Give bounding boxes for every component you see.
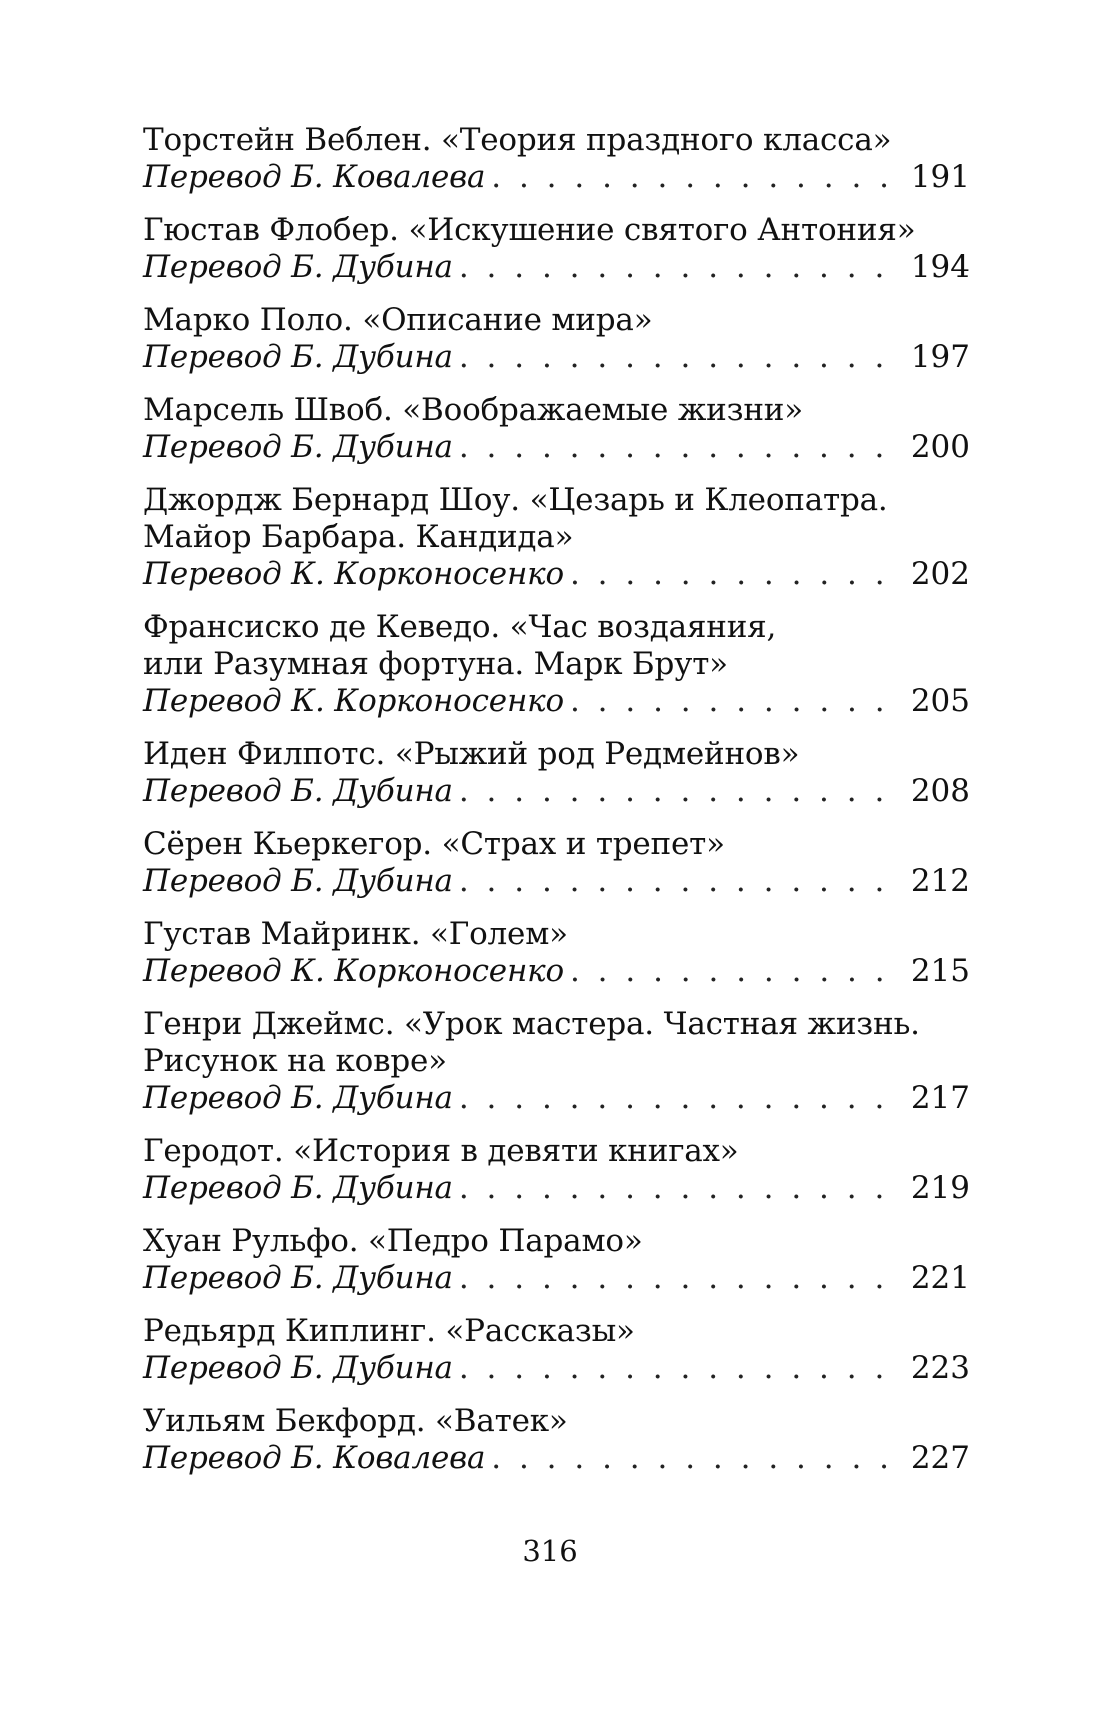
entry-title-continuation: или Разумная фортуна. Марк Брут» xyxy=(143,646,728,682)
toc-entry xyxy=(143,916,970,990)
dot-leader xyxy=(459,1260,905,1297)
dot-leader xyxy=(459,773,905,810)
entry-page-number: 194 xyxy=(910,249,970,285)
entry-page-number: 197 xyxy=(910,339,970,375)
entry-title: Джордж Бернард Шоу. «Цезарь и Клеопатра. xyxy=(143,482,888,518)
entry-title: Марсель Швоб. «Воображаемые жизни» xyxy=(143,392,804,428)
entry-title: Уильям Бекфорд. «Ватек» xyxy=(143,1403,568,1439)
entry-page-number: 191 xyxy=(910,159,970,195)
entry-leader-line xyxy=(143,1440,970,1477)
entry-leader-line xyxy=(143,339,970,376)
entry-page-number: 208 xyxy=(910,773,970,809)
toc-entry xyxy=(143,826,970,900)
toc-entry xyxy=(143,212,970,286)
toc-entry xyxy=(143,1133,970,1207)
entry-page-number: 212 xyxy=(910,863,970,899)
entry-title-continuation: Майор Барбара. Кандида» xyxy=(143,519,574,555)
dot-leader xyxy=(459,1350,905,1387)
entry-translator: Перевод Б. Дубина xyxy=(143,1260,453,1296)
entry-translator: Перевод К. Корконосенко xyxy=(143,556,564,592)
entry-leader-line xyxy=(143,773,970,810)
entry-translator: Перевод Б. Дубина xyxy=(143,249,453,285)
entry-leader-line xyxy=(143,249,970,286)
toc-entry xyxy=(143,609,970,720)
entry-leader-line xyxy=(143,556,970,593)
entry-title: Густав Майринк. «Голем» xyxy=(143,916,568,952)
dot-leader xyxy=(459,339,905,376)
entry-title: Сёрен Кьеркегор. «Страх и трепет» xyxy=(143,826,725,862)
entry-title: Хуан Рульфо. «Педро Парамо» xyxy=(143,1223,643,1259)
page-number: 316 xyxy=(522,1534,578,1568)
entry-translator: Перевод Б. Дубина xyxy=(143,773,453,809)
entry-leader-line xyxy=(143,683,970,720)
entry-page-number: 221 xyxy=(910,1260,970,1296)
entry-translator: Перевод Б. Дубина xyxy=(143,1350,453,1386)
entry-leader-line xyxy=(143,863,970,900)
entry-leader-line xyxy=(143,953,970,990)
entry-translator: Перевод Б. Ковалева xyxy=(143,1440,486,1476)
dot-leader xyxy=(491,159,905,196)
dot-leader xyxy=(459,429,905,466)
dot-leader xyxy=(459,863,905,900)
entry-page-number: 219 xyxy=(910,1170,970,1206)
entry-title: Франсиско де Кеведо. «Час воздаяния, xyxy=(143,609,777,645)
entry-title: Иден Филпотс. «Рыжий род Редмейнов» xyxy=(143,736,800,772)
entry-title-continuation: Рисунок на ковре» xyxy=(143,1043,447,1079)
entry-page-number: 217 xyxy=(910,1080,970,1116)
entry-title: Торстейн Веблен. «Теория праздного класса» xyxy=(143,122,892,158)
entry-page-number: 227 xyxy=(910,1440,970,1476)
entry-title: Генри Джеймс. «Урок мастера. Частная жизнь. xyxy=(143,1006,920,1042)
toc-entry xyxy=(143,482,970,593)
entry-translator: Перевод Б. Дубина xyxy=(143,339,453,375)
entry-translator: Перевод Б. Дубина xyxy=(143,1080,453,1116)
entry-translator: Перевод Б. Ковалева xyxy=(143,159,486,195)
entry-page-number: 215 xyxy=(910,953,970,989)
entry-page-number: 202 xyxy=(910,556,970,592)
dot-leader xyxy=(459,249,905,286)
entry-title: Гюстав Флобер. «Искушение святого Антония» xyxy=(143,212,916,248)
dot-leader xyxy=(570,556,905,593)
entry-title: Геродот. «История в девяти книгах» xyxy=(143,1133,739,1169)
toc-entry xyxy=(143,1006,970,1117)
toc-entry xyxy=(143,122,970,196)
dot-leader xyxy=(570,683,905,720)
entry-title: Марко Поло. «Описание мира» xyxy=(143,302,653,338)
dot-leader xyxy=(459,1170,905,1207)
table-of-contents xyxy=(143,122,970,1493)
entry-leader-line xyxy=(143,1170,970,1207)
toc-entry xyxy=(143,1223,970,1297)
dot-leader xyxy=(491,1440,905,1477)
entry-page-number: 205 xyxy=(910,683,970,719)
entry-leader-line xyxy=(143,1350,970,1387)
dot-leader xyxy=(459,1080,905,1117)
dot-leader xyxy=(570,953,905,990)
entry-translator: Перевод Б. Дубина xyxy=(143,1170,453,1206)
entry-page-number: 223 xyxy=(910,1350,970,1386)
toc-entry xyxy=(143,302,970,376)
entry-title: Редьярд Киплинг. «Рассказы» xyxy=(143,1313,635,1349)
entry-translator: Перевод Б. Дубина xyxy=(143,863,453,899)
entry-leader-line xyxy=(143,1260,970,1297)
entry-page-number: 200 xyxy=(910,429,970,465)
toc-entry xyxy=(143,392,970,466)
toc-entry xyxy=(143,1313,970,1387)
toc-entry xyxy=(143,1403,970,1477)
toc-entry xyxy=(143,736,970,810)
entry-leader-line xyxy=(143,429,970,466)
entry-translator: Перевод К. Корконосенко xyxy=(143,953,564,989)
entry-translator: Перевод К. Корконосенко xyxy=(143,683,564,719)
entry-leader-line xyxy=(143,159,970,196)
entry-leader-line xyxy=(143,1080,970,1117)
entry-translator: Перевод Б. Дубина xyxy=(143,429,453,465)
